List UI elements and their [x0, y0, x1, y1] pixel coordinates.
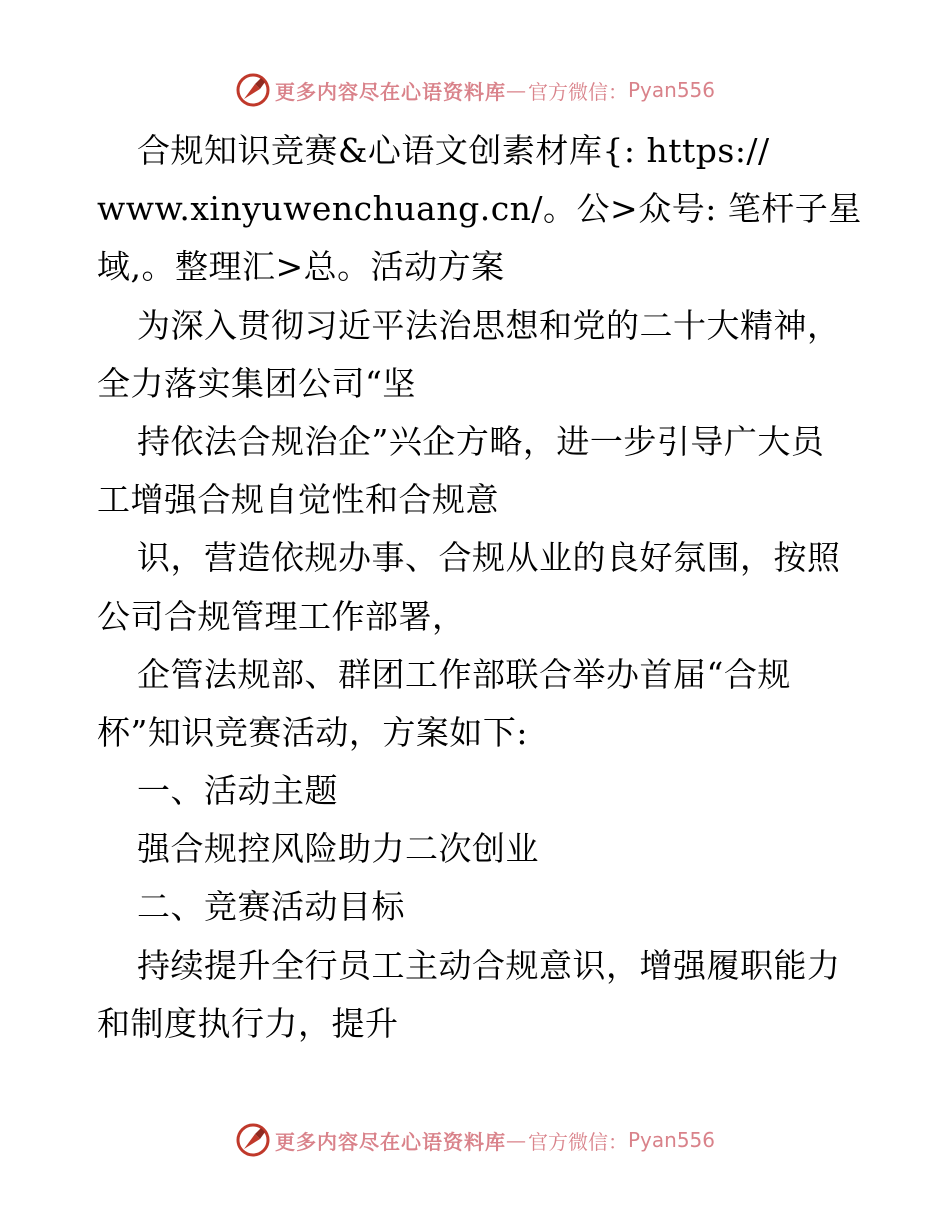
banner-separator: — — [505, 1128, 526, 1152]
text-line: 企管法规部、群团工作部联合举办首届“合规 — [137, 654, 791, 694]
text-line: 全力落实集团公司“坚 — [97, 363, 416, 403]
banner-slogan: 更多内容尽在心语资料库 — [274, 79, 506, 104]
text-line: 公司合规管理工作部署， — [97, 596, 466, 636]
text-line: 和制度执行力，提升 — [97, 1003, 399, 1043]
text-line: 域,。整理汇>总。活动方案 — [97, 247, 505, 287]
section-heading: 一、活动主题 — [137, 771, 338, 811]
banner-wechat-label: 官方微信： — [527, 1129, 628, 1154]
text-line: 持依法合规治企”兴企方略，进一步引导广大员 — [137, 421, 825, 461]
text-line: 为深入贯彻习近平法治思想和党的二十大精神， — [137, 305, 841, 345]
text-line: www.xinyuwenchuang.cn/。公>众号: 笔杆子星 — [97, 189, 862, 229]
text-line: 合规知识竞赛&心语文创素材库{: https:// — [137, 131, 770, 170]
section-heading: 二、竞赛活动目标 — [137, 887, 405, 927]
banner-wechat-label: 官方微信： — [527, 79, 628, 104]
text-line: 强合规控风险助力二次创业 — [137, 829, 539, 869]
banner-separator: — — [505, 78, 526, 102]
header-watermark-banner — [0, 70, 950, 110]
text-line: 杯”知识竞赛活动，方案如下: — [97, 712, 528, 752]
text-line: 识，营造依规办事、合规从业的良好氛围，按照 — [137, 538, 841, 578]
footer-watermark-banner — [0, 1120, 950, 1160]
pen-nib-circle-icon — [235, 1122, 271, 1158]
banner-wechat-id: Pyan556 — [627, 1128, 715, 1152]
document-body — [97, 122, 877, 1053]
banner-wechat-id: Pyan556 — [627, 78, 715, 102]
text-line: 持续提升全行员工主动合规意识，增强履职能力 — [137, 945, 841, 985]
pen-nib-circle-icon — [235, 72, 271, 108]
banner-slogan: 更多内容尽在心语资料库 — [274, 1129, 506, 1154]
text-line: 工增强合规自觉性和合规意 — [97, 480, 499, 520]
